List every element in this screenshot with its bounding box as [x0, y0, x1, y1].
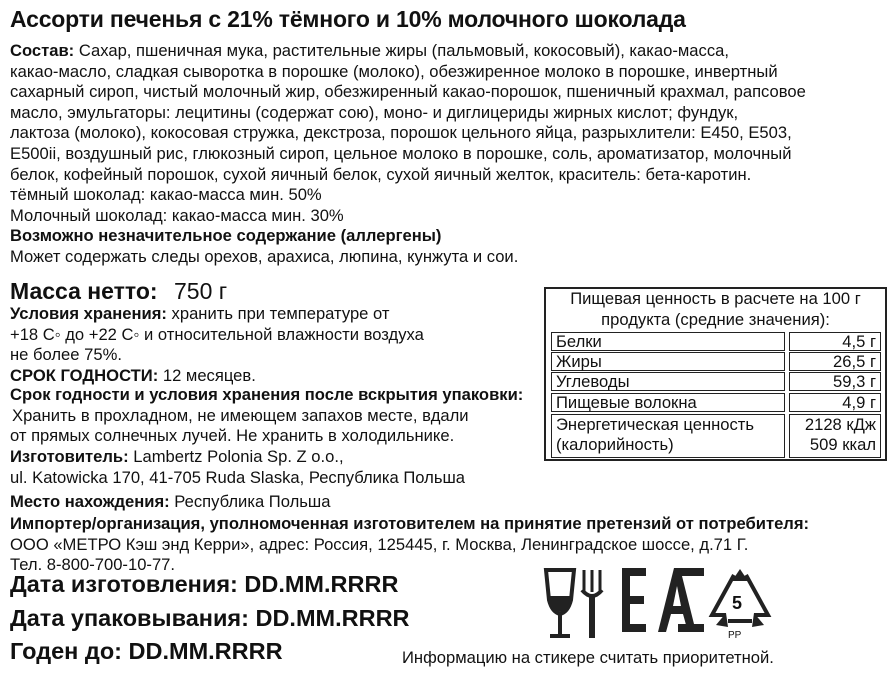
- allergens-text: Может содержать следы орехов, арахиса, люпина, кунжута и сои.: [10, 246, 519, 266]
- composition-block: [10, 41, 888, 268]
- recycling-symbol: [706, 569, 774, 645]
- recycling-code: PP: [728, 630, 742, 641]
- composition-line-2: какао-масло, сладкая сыворотка в порошке (молоко), обезжиренное молоко в порошке, инвертный: [10, 61, 778, 81]
- allergens-heading: Возможно незначительное содержание (аллергены): [10, 226, 442, 246]
- milk-chocolate-note: Молочный шоколад: какао-масса мин. 30%: [10, 205, 344, 225]
- date-until: Годен до: DD.MM.RRRR: [10, 638, 283, 664]
- after-opening-line-2: от прямых солнечных лучей. Не хранить в холодильнике.: [10, 426, 455, 446]
- shelf-life: [10, 366, 256, 387]
- manufacturer-label: Изготовитель:: [10, 447, 129, 466]
- composition-line-3: сахарный сироп, чистый молочный жир, обезжиренный какао-порошок, пшеничный крахмал, рапсовое: [10, 82, 806, 102]
- composition-label: Состав:: [10, 41, 75, 60]
- composition-line-4: масло, эмульгаторы: лецитины (содержат сою), моно- и диглицериды жирных кислот; фундук,: [10, 102, 739, 122]
- food-contact-icon: [540, 566, 612, 644]
- shelf-life-label: СРОК ГОДНОСТИ:: [10, 366, 159, 385]
- manufacturer-line-2: ul. Katowicka 170, 41-705 Ruda Slaska, Республика Польша: [10, 467, 466, 487]
- nutrition-row-fiber-value: 4,9 г: [789, 393, 881, 412]
- composition-line-5: лактоза (молоко), кокосовая стружка, декстроза, порошок цельного яйца, разрыхлители: Е450, Е503,: [10, 123, 792, 143]
- importer-label: Импортер/организация, уполномоченная изготовителем на принятие претензий от потребителя:: [10, 514, 810, 533]
- location: [10, 492, 330, 513]
- manufacturer-block: [10, 447, 465, 488]
- date-made: Дата изготовления: DD.MM.RRRR: [10, 571, 399, 597]
- manufacturer-line-1: Изготовитель: Lambertz Polonia Sp. Z o.o.,: [10, 447, 344, 466]
- shelf-life-value: 12 месяцев.: [158, 366, 256, 385]
- nutrition-row-carbs-label: Углеводы: [551, 372, 785, 391]
- nutrition-heading: Пищевая ценность в расчете на 100 г продукта (средние значения):: [570, 289, 861, 329]
- importer-block: [10, 514, 809, 576]
- storage-label: Условия хранения:: [10, 304, 167, 323]
- location-value: Республика Польша: [169, 492, 331, 511]
- storage-line-1: Условия хранения: хранить при температуре от: [10, 304, 390, 323]
- recycling-number: 5: [732, 593, 743, 613]
- location-label: Место нахождения:: [10, 492, 170, 511]
- dark-chocolate-note: тёмный шоколад: какао-масса мин. 50%: [10, 185, 322, 205]
- after-opening-label: Срок годности и условия хранения после вскрытия упаковки:: [10, 385, 524, 404]
- date-packed: Дата упаковывания: DD.MM.RRRR: [10, 605, 410, 631]
- nutrition-table: [544, 287, 887, 461]
- nutrition-energy-value: 2128 кДж 509 ккал: [789, 414, 881, 458]
- after-opening-line-1: Хранить в прохладном, не имеющем запахов месте, вдали: [12, 405, 469, 425]
- composition-line-7: белок, кофейный порошок, сухой яичный белок, сухой яичный желток, краситель: бета-каротин.: [10, 164, 752, 184]
- nutrition-row-fat-label: Жиры: [551, 352, 785, 371]
- importer-line-1: ООО «МЕТРО Кэш энд Керри», адрес: Россия, 125445, г. Москва, Ленинградское шоссе, д.71 Г.: [10, 534, 749, 554]
- nutrition-energy-label: Энергетическая ценность (калорийность): [551, 414, 785, 458]
- nutrition-row-fat-value: 26,5 г: [789, 352, 881, 371]
- storage-line-3: не более 75%.: [10, 345, 122, 365]
- sticker-note: Информацию на стикере считать приоритетной.: [402, 648, 774, 667]
- net-mass-label: Масса нетто:: [10, 278, 158, 304]
- storage-block: [10, 304, 424, 366]
- product-title: Ассорти печенья с 21% тёмного и 10% молочного шоколада: [10, 6, 686, 32]
- importer-line-2: Тел. 8-800-700-10-77.: [10, 555, 176, 575]
- nutrition-row-protein-value: 4,5 г: [789, 332, 881, 351]
- nutrition-row-carbs-value: 59,3 г: [789, 372, 881, 391]
- storage-line-2: +18 С◦ до +22 С◦ и относительной влажности воздуха: [10, 324, 424, 344]
- nutrition-row-fiber-label: Пищевые волокна: [551, 393, 785, 412]
- composition-line-1: Состав: Сахар, пшеничная мука, растительные жиры (пальмовый, кокосовый), какао-масса,: [10, 41, 729, 60]
- composition-line-6: Е500ii, воздушный рис, глюкозный сироп, цельное молоко в порошке, соль, ароматизатор, молочный: [10, 143, 792, 163]
- nutrition-row-protein-label: Белки: [551, 332, 785, 351]
- net-mass-value: 750 г: [174, 278, 228, 304]
- after-opening-block: [10, 385, 523, 447]
- eac-mark-icon: [622, 568, 704, 632]
